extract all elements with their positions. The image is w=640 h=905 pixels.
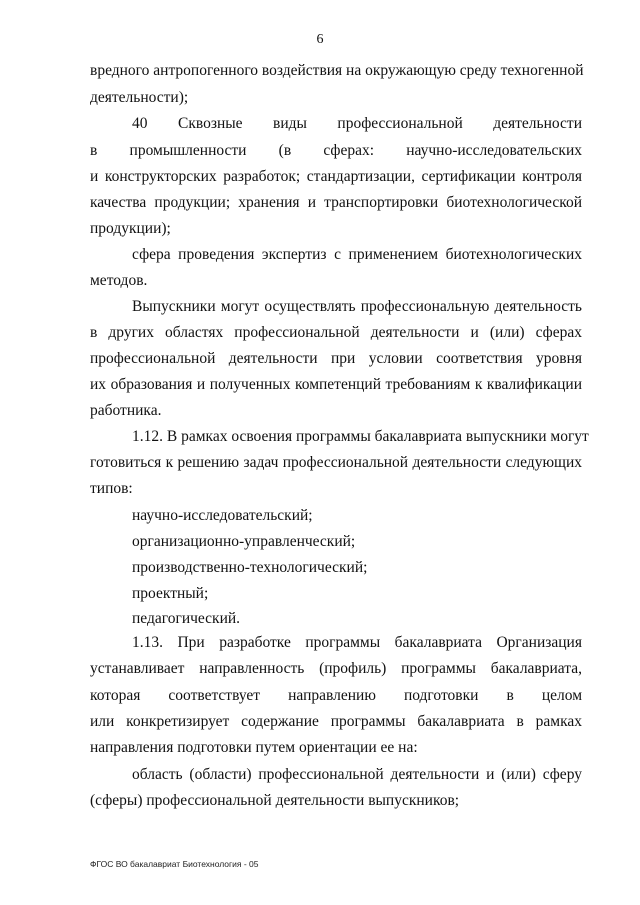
text-line: в других областях профессиональной деятельности и (или) сферах xyxy=(90,324,582,341)
text-line: вредного антропогенного воздействия на окружающую среду техногенной xyxy=(90,62,584,79)
list-item: проектный; xyxy=(132,585,209,602)
list-item: научно-исследовательский; xyxy=(132,507,313,524)
text-line: в промышленности (в сферах: научно-исследовательских xyxy=(90,142,582,159)
text-line: методов. xyxy=(90,272,148,289)
text-line: качества продукции; хранения и транспортировки биотехнологической xyxy=(90,194,582,211)
text-line: 1.12. В рамках освоения программы бакалавриата выпускники могут xyxy=(132,428,589,445)
text-line: их образования и полученных компетенций требованиям к квалификации xyxy=(90,376,582,393)
text-line: область (области) профессиональной деятельности и (или) сферу xyxy=(132,766,582,783)
text-line: и конструкторских разработок; стандартизации, сертификации контроля xyxy=(90,168,582,185)
text-line: продукции); xyxy=(90,220,171,237)
text-line: направления подготовки путем ориентации ее на: xyxy=(90,739,418,756)
text-line: готовиться к решению задач профессиональной деятельности следующих xyxy=(90,454,582,471)
text-line: типов: xyxy=(90,480,133,497)
text-line: устанавливает направленность (профиль) программы бакалавриата, xyxy=(90,660,582,677)
text-line: или конкретизирует содержание программы бакалавриата в рамках xyxy=(90,713,582,730)
text-line: (сферы) профессиональной деятельности выпускников; xyxy=(90,792,460,809)
text-line: деятельности); xyxy=(90,89,189,106)
text-line: которая соответствует направлению подготовки в целом xyxy=(90,687,582,704)
page-number: 6 xyxy=(316,32,324,47)
text-line: профессиональной деятельности при условии соответствия уровня xyxy=(90,350,582,367)
list-item: производственно-технологический; xyxy=(132,559,368,576)
list-item: организационно-управленческий; xyxy=(132,533,356,550)
text-line: 40 Сквозные виды профессиональной деятельности xyxy=(132,115,582,132)
text-line: сфера проведения экспертиз с применением биотехнологических xyxy=(132,246,582,263)
text-line: Выпускники могут осуществлять профессиональную деятельность xyxy=(132,298,582,315)
list-item: педагогический. xyxy=(132,610,241,627)
text-line: работника. xyxy=(90,402,162,419)
document-footer: ФГОС ВО бакалавриат Биотехнология - 05 xyxy=(90,859,259,869)
text-line: 1.13. При разработке программы бакалавриата Организация xyxy=(132,634,582,651)
